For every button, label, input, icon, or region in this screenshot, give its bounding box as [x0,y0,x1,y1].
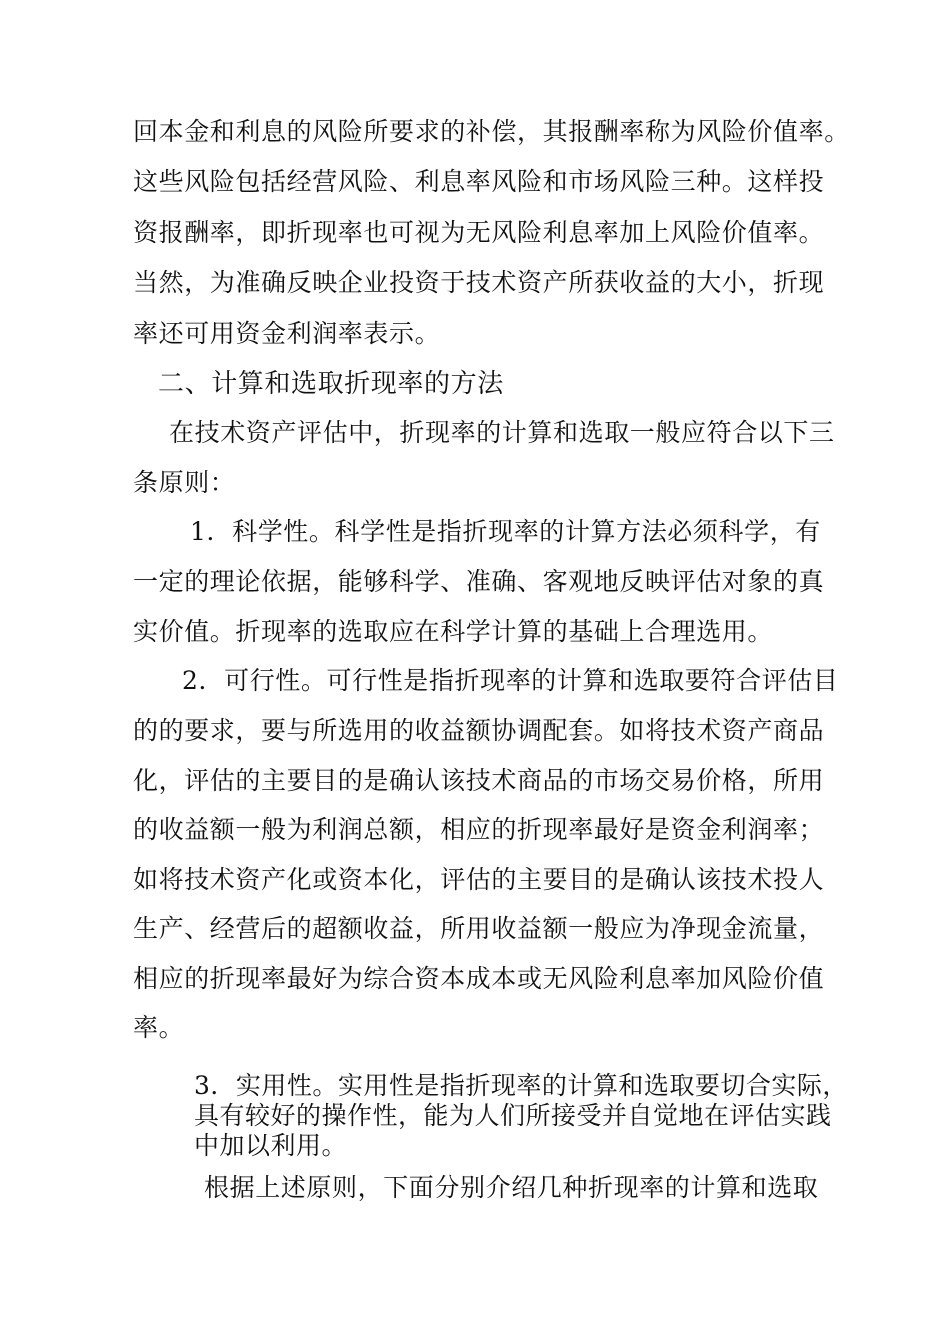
list-item-line: 具有较好的操作性，能为人们所接受并自觉地在评估实践 [194,1101,832,1130]
section-heading: 二、计算和选取折现率的方法 [158,369,504,399]
list-item-line: 的收益额一般为利润总额，相应的折现率最好是资金利润率； [133,815,825,844]
list-item-line: 一定的理论依据，能够科学、准确、客观地反映评估对象的真 [133,567,825,596]
paragraph-line: 在技术资产评估中，折现率的计算和选取一般应符合以下三 [169,418,835,447]
list-item-line: 1．科学性。科学性是指折现率的计算方法必须科学，有 [190,517,821,546]
list-item-line: 如将技术资产化或资本化，评估的主要目的是确认该技术投人 [133,865,825,894]
list-item-line: 2．可行性。可行性是指折现率的计算和选取要符合评估目 [182,666,839,695]
list-item-line: 3．实用性。实用性是指折现率的计算和选取要切合实际， [194,1071,848,1100]
paragraph-line: 这些风险包括经营风险、利息率风险和市场风险三种。这样投 [133,167,825,196]
list-item-line: 生产、经营后的超额收益，所用收益额一般应为净现金流量， [133,914,825,943]
paragraph-line: 条原则： [133,468,236,497]
list-item-line: 相应的折现率最好为综合资本成本或无风险利息率加风险价值 [133,964,825,993]
list-item-line: 的的要求，要与所选用的收益额协调配套。如将技术资产商品 [133,716,825,745]
paragraph-line: 当然，为准确反映企业投资于技术资产所获收益的大小，折现 [133,268,825,297]
list-item-line: 率。 [133,1013,185,1042]
paragraph-line: 率还可用资金利润率表示。 [133,319,441,348]
paragraph-line: 根据上述原则，下面分别介绍几种折现率的计算和选取 [204,1173,819,1202]
paragraph-line: 资报酬率，即折现率也可视为无风险利息率加上风险价值率。 [133,218,825,247]
list-item-line: 化，评估的主要目的是确认该技术商品的市场交易价格，所用 [133,766,825,795]
list-item-line: 中加以利用。 [194,1131,348,1160]
list-item-line: 实价值。折现率的选取应在科学计算的基础上合理选用。 [133,617,774,646]
paragraph-line: 回本金和利息的风险所要求的补偿，其报酬率称为风险价值率。 [133,117,850,146]
